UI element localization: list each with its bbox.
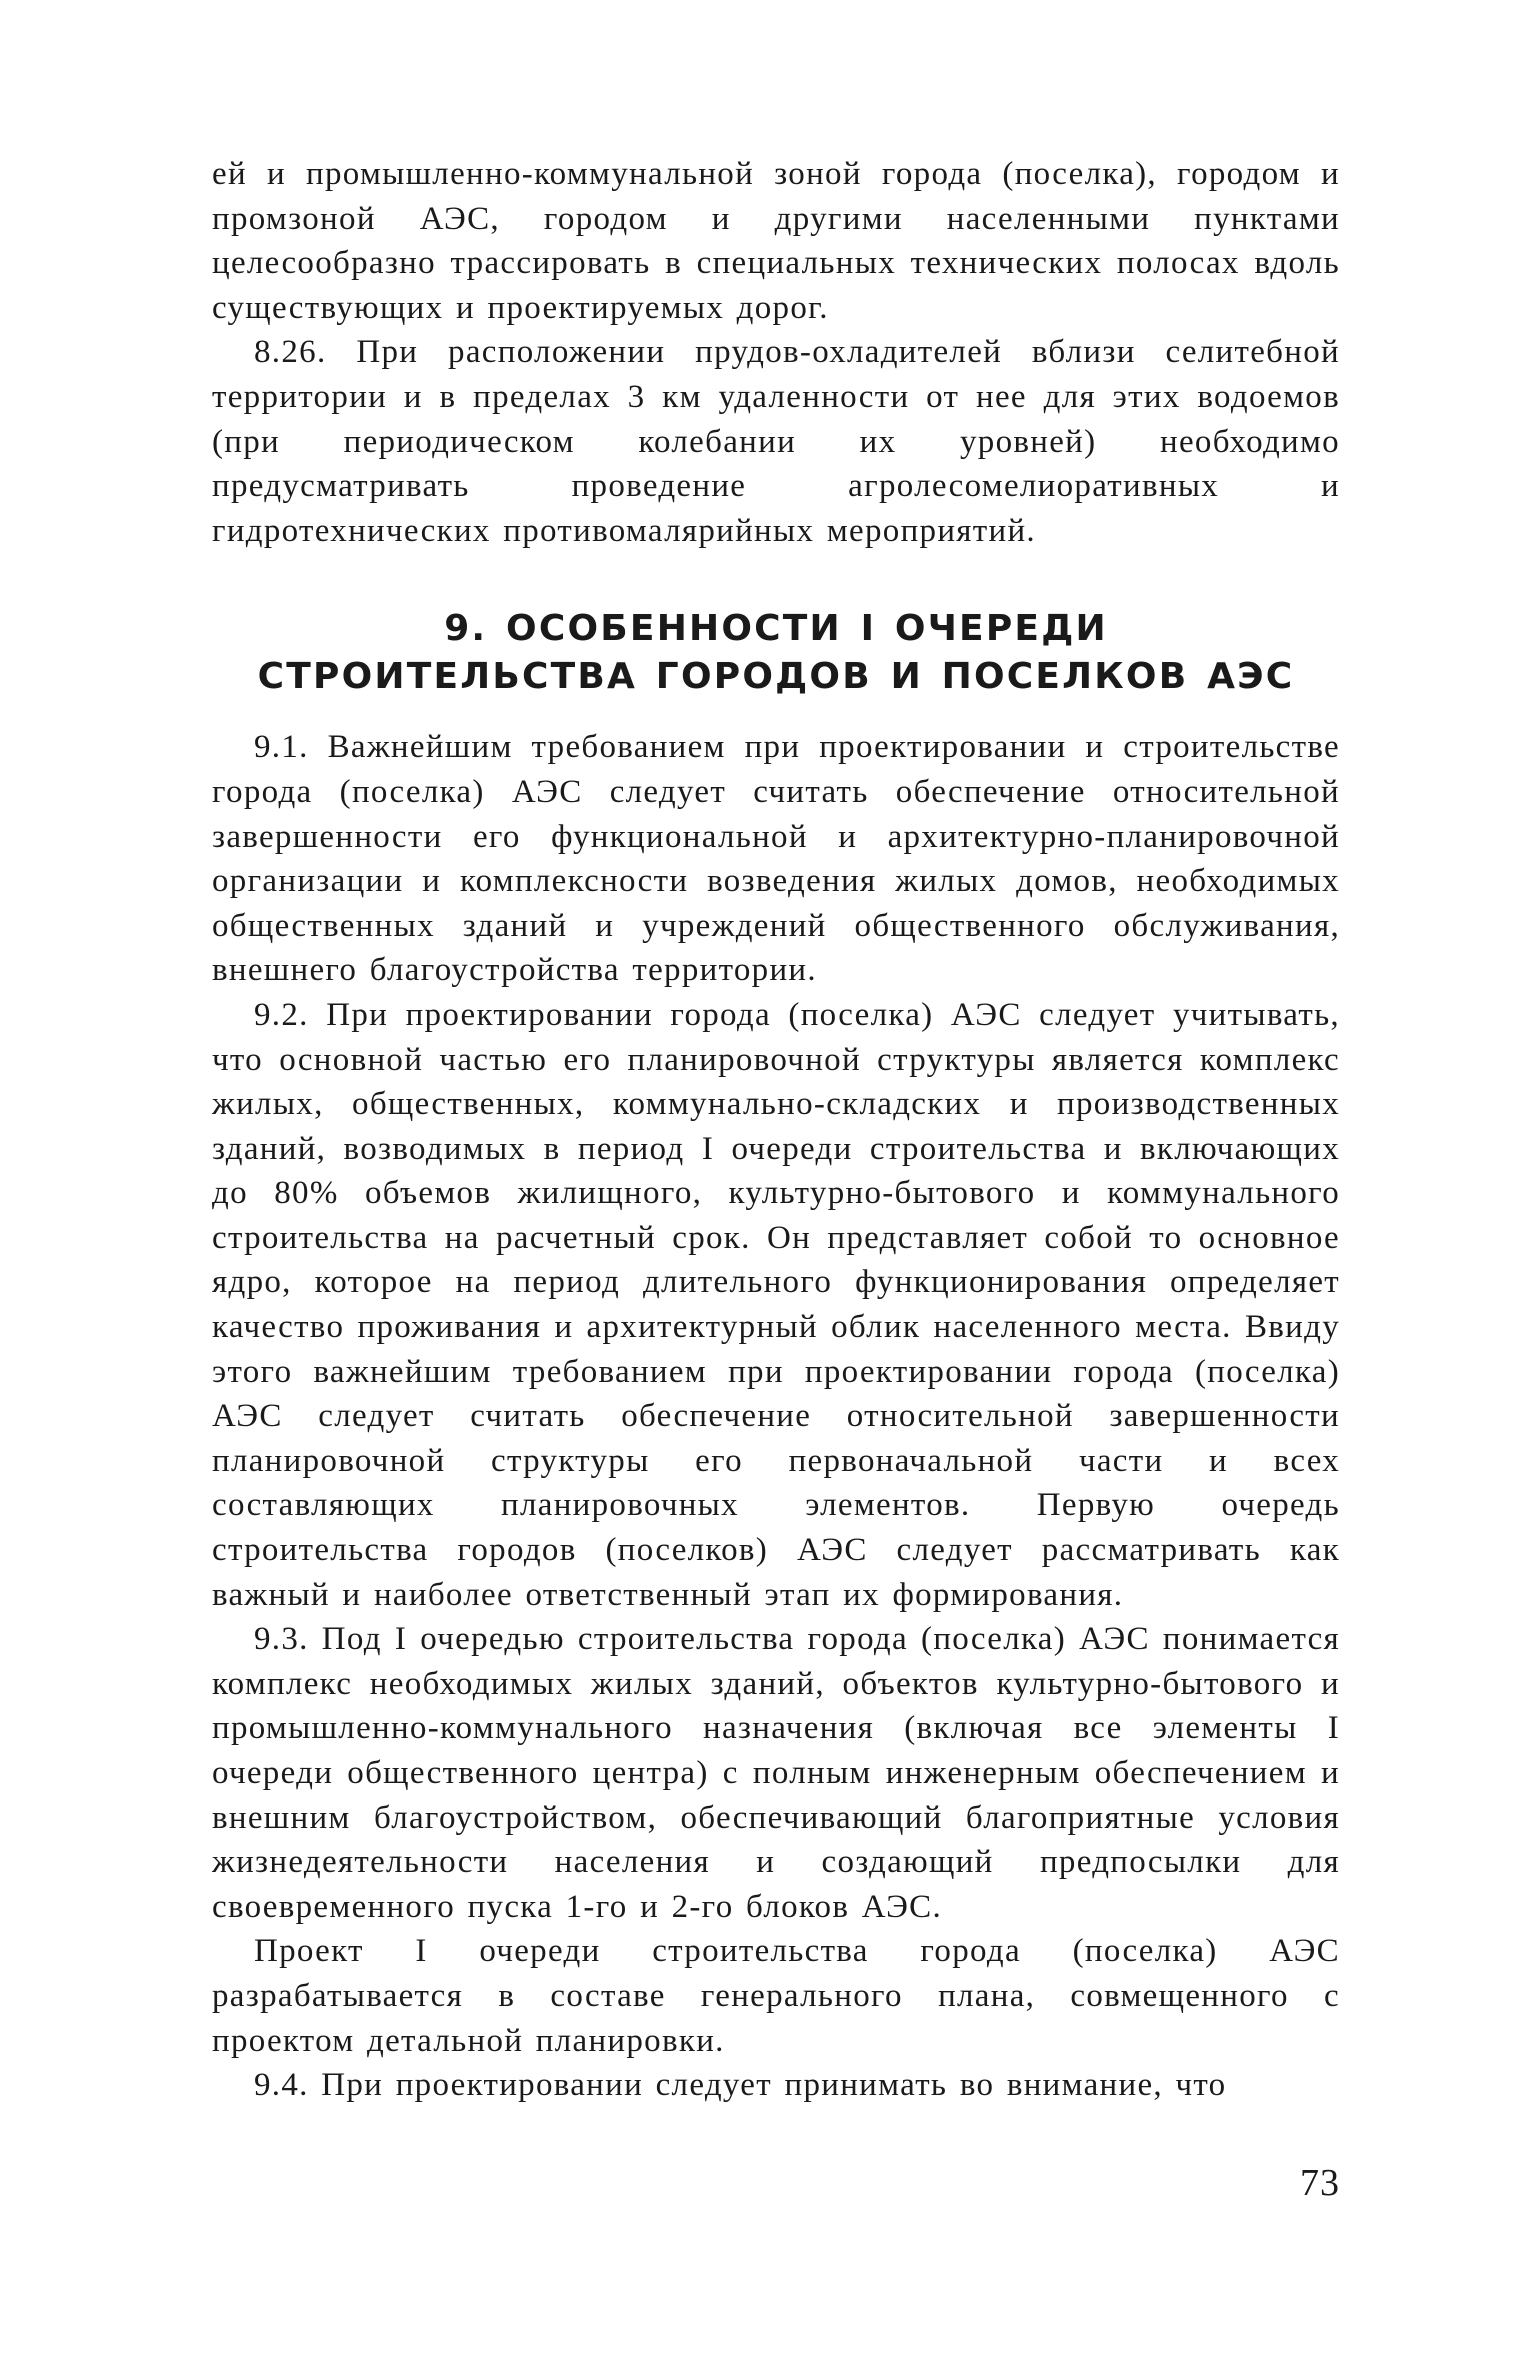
- paragraph-9-4: 9.4. При проектировании следует принимать во внимание, что: [254, 2067, 1227, 2104]
- paragraph-8-25-continuation: ей и промышленно-коммунальной зоной города (поселка), городом и промзоной АЭС, городом и другими населенными пунктами целесообразно трассировать в специальных технических полосах вдоль существующих и проектируемых дорог.: [212, 156, 1340, 326]
- paragraph-9-3: 9.3. Под I очередью строительства города (поселка) АЭС понимается комплекс необходимых жилых зданий, объектов культурно-бытового и промышленно-коммунального назначения (включая все элементы I очереди общественного центра) с полным инженерным обеспечением и внешним благоустройством, обеспечивающий благоприятные условия жизнедеятельности населения и создающий предпосылки для своевременного пуска 1-го и 2-го блоков АЭС.: [212, 1621, 1340, 1925]
- paragraph-8-26: 8.26. При расположении прудов-охладителей вблизи селитебной территории и в пределах 3 км удаленности от нее для этих водоемов (при периодическом колебании их уровней) необходимо предусматривать проведение агролесомелиоративных и гидротехнических противомалярийных мероприятий.: [212, 334, 1340, 549]
- section-heading-line-2: СТРОИТЕЛЬСТВА ГОРОДОВ И ПОСЕЛКОВ АЭС: [257, 656, 1295, 698]
- page-number: 73: [1300, 2162, 1340, 2204]
- paragraph-9-2: 9.2. При проектировании города (поселка) АЭС следует учитывать, что основной частью его планировочной структуры является комплекс жилых, общественных, коммунально-складских и производственных зданий, возводимых в период I очереди строительства и включающих до 80% объемов жилищного, культурно-бытового и коммунального строительства на расчетный срок. Он представляет собой то основное ядро, которое на период длительного функционирования определяет качество проживания и архитектурный облик населенного места. Ввиду этого важнейшим требованием при проектировании города (поселка) АЭС следует считать обеспечение относительной завершенности планировочной структуры его первоначальной части и всех составляющих планировочных элементов. Первую очередь строительства городов (поселков) АЭС следует рассматривать как важный и наиболее ответственный этап их формирования.: [212, 996, 1340, 1613]
- paragraph-9-3-project: Проект I очереди строительства города (поселка) АЭС разрабатывается в составе генерального плана, совмещенного с проектом детальной планировки.: [212, 1933, 1340, 2059]
- section-heading-line-1: 9. ОСОБЕННОСТИ I ОЧЕРЕДИ: [444, 608, 1108, 650]
- paragraph-9-1: 9.1. Важнейшим требованием при проектировании и строительстве города (поселка) АЭС следует считать обеспечение относительной завершенности его функциональной и архитектурно-планировочной организации и комплексности возведения жилых домов, необходимых общественных зданий и учреждений общественного обслуживания, внешнего благоустройства территории.: [212, 729, 1340, 989]
- page-body: [212, 152, 1340, 2108]
- section-heading-9: [212, 605, 1340, 701]
